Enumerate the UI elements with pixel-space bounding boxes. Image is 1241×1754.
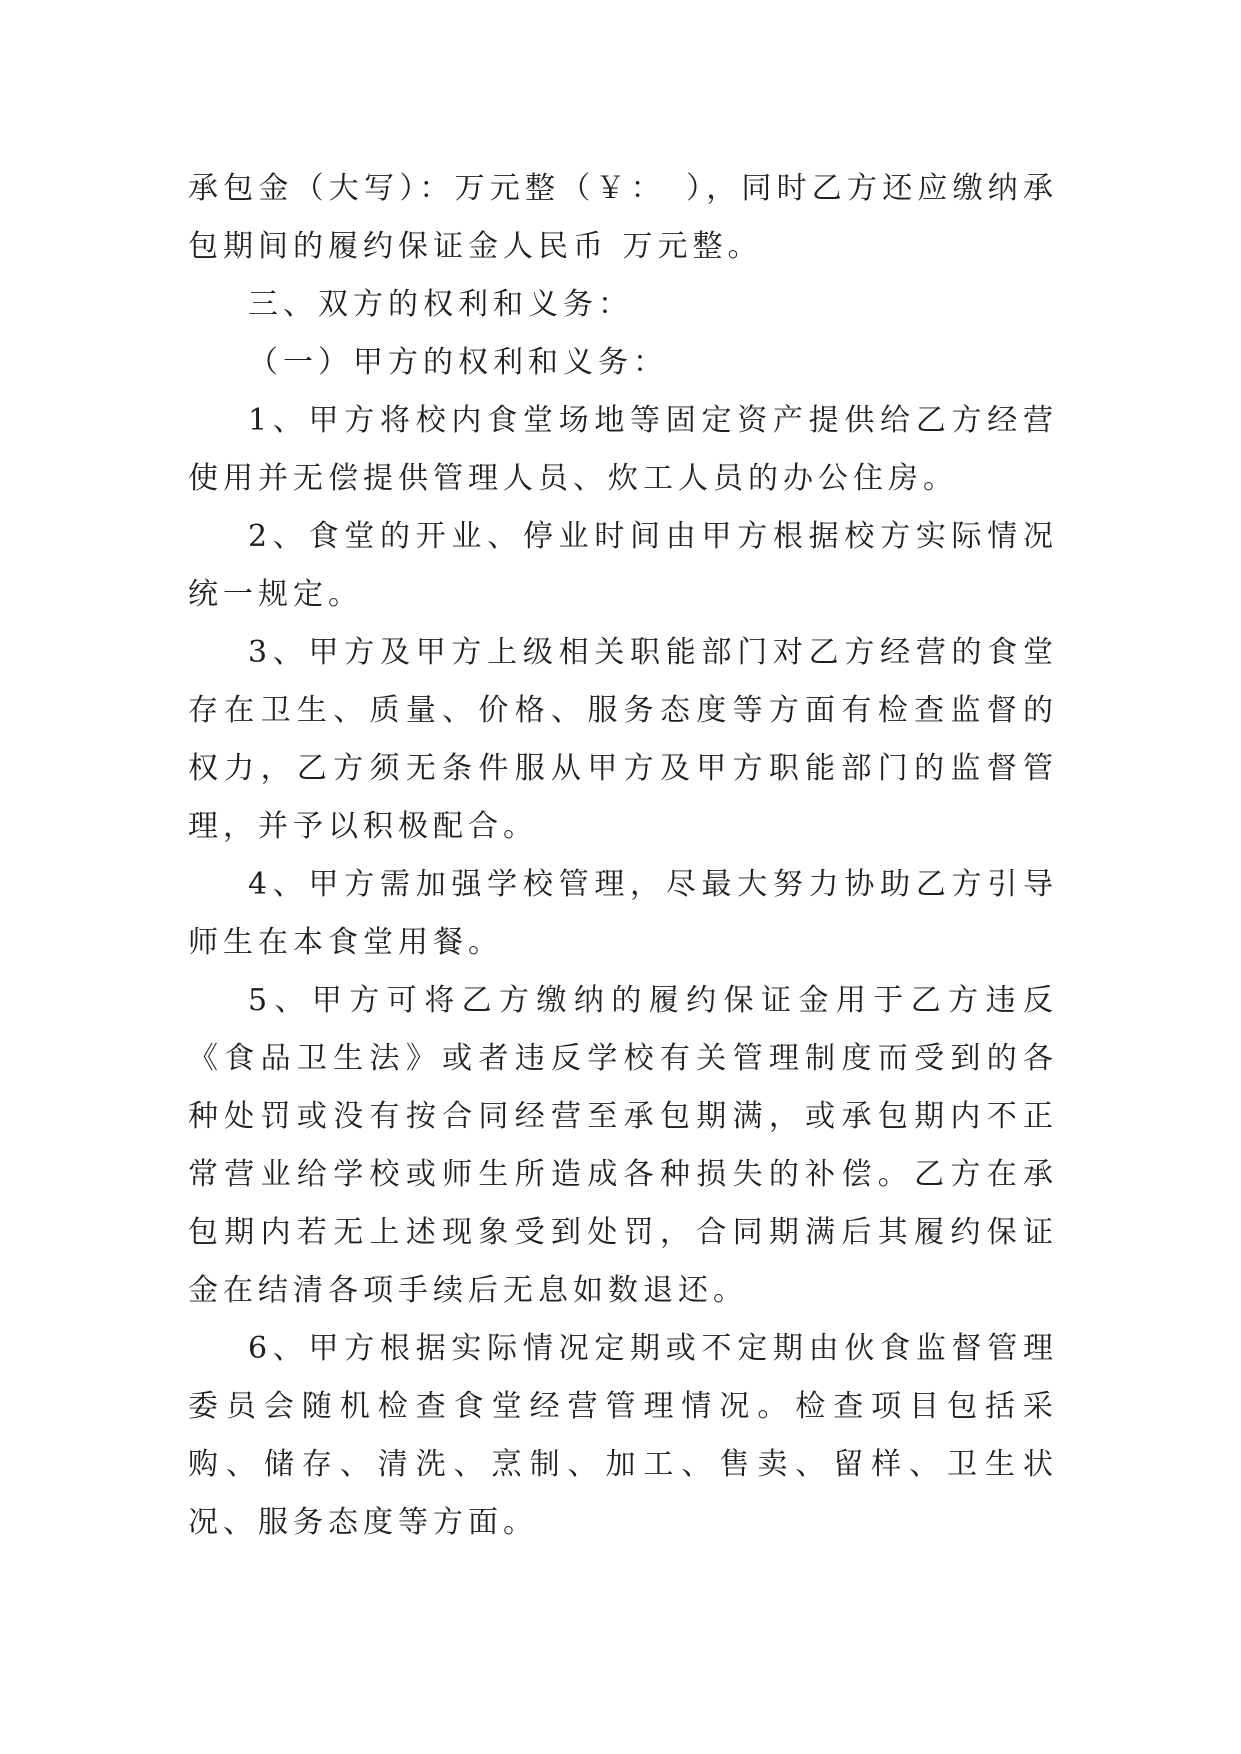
- subsection-heading-party-a: （一）甲方的权利和义务：: [248, 345, 668, 380]
- document-body: [188, 160, 1058, 1552]
- paragraph-contract-fee: 承包金（大写）：万元整（￥： ），同时乙方还应缴纳承包期间的履约保证金人民币 万元整。: [188, 171, 1058, 264]
- clause-2: 2、食堂的开业、停业时间由甲方根据校方实际情况统一规定。: [188, 519, 1058, 612]
- section-heading-rights-obligations: 三、双方的权利和义务：: [248, 287, 633, 322]
- clause-5: 5、甲方可将乙方缴纳的履约保证金用于乙方违反《食品卫生法》或者违反学校有关管理制度而受到的各种处罚或没有按合同经营至承包期满，或承包期内不正常营业给学校或师生所造成各种损失的补偿。乙方在承包期内若无上述现象受到处罚，合同期满后其履约保证金在结清各项手续后无息如数退还。: [188, 983, 1058, 1308]
- clause-1: 1、甲方将校内食堂场地等固定资产提供给乙方经营使用并无偿提供管理人员、炊工人员的办公住房。: [188, 403, 1058, 496]
- clause-4: 4、甲方需加强学校管理，尽最大努力协助乙方引导师生在本食堂用餐。: [188, 867, 1058, 960]
- clause-3: 3、甲方及甲方上级相关职能部门对乙方经营的食堂存在卫生、质量、价格、服务态度等方面有检查监督的权力，乙方须无条件服从甲方及甲方职能部门的监督管理，并予以积极配合。: [188, 635, 1058, 844]
- clause-6: 6、甲方根据实际情况定期或不定期由伙食监督管理委员会随机检查食堂经营管理情况。检查项目包括采购、储存、清洗、烹制、加工、售卖、留样、卫生状况、服务态度等方面。: [188, 1331, 1058, 1540]
